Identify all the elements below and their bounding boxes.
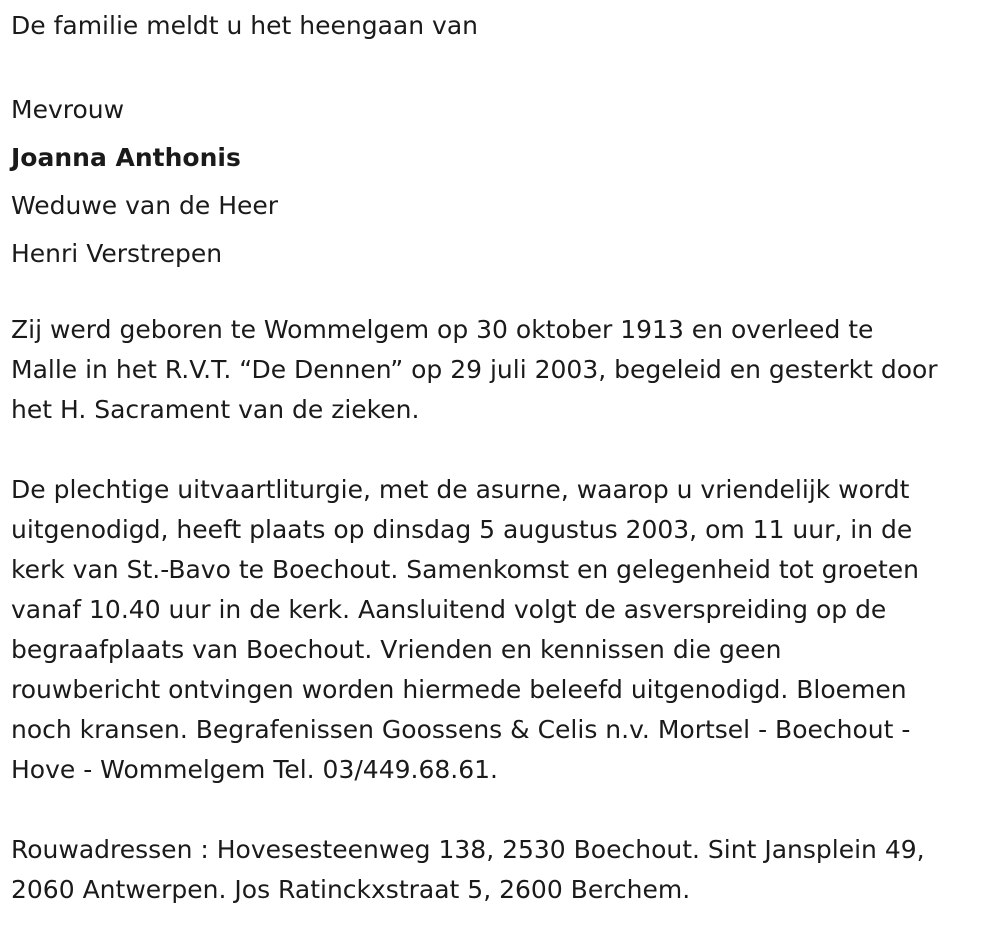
salutation: Mevrouw <box>11 95 125 124</box>
paragraph-line: vanaf 10.40 uur in de kerk. Aansluitend volgt de asverspreiding op de <box>11 595 887 624</box>
relation-line-2: Henri Verstrepen <box>11 239 223 268</box>
paragraph-line: 2060 Antwerpen. Jos Ratinckxstraat 5, 2600 Berchem. <box>11 875 691 904</box>
intro-text: De familie meldt u het heengaan van <box>11 11 478 40</box>
paragraph-line: De plechtige uitvaartliturgie, met de asurne, waarop u vriendelijk wordt <box>11 475 910 504</box>
paragraph-line: Rouwadressen : Hovesesteenweg 138, 2530 Boechout. Sint Jansplein 49, <box>11 835 925 864</box>
paragraph-line: Malle in het R.V.T. “De Dennen” op 29 juli 2003, begeleid en gesterkt door <box>11 355 938 384</box>
deceased-name: Joanna Anthonis <box>11 143 241 172</box>
paragraph-line: Hove - Wommelgem Tel. 03/449.68.61. <box>11 755 498 784</box>
birth-paragraph <box>11 310 938 430</box>
paragraph-line: kerk van St.-Bavo te Boechout. Samenkomst en gelegenheid tot groeten <box>11 555 919 584</box>
paragraph-line: begraafplaats van Boechout. Vrienden en kennissen die geen <box>11 635 782 664</box>
address-paragraph <box>11 830 925 910</box>
relation-line-1: Weduwe van de Heer <box>11 191 279 220</box>
deceased-block <box>11 86 278 278</box>
funeral-paragraph <box>11 470 919 790</box>
paragraph-line: Zij werd geboren te Wommelgem op 30 oktober 1913 en overleed te <box>11 315 874 344</box>
paragraph-line: rouwbericht ontvingen worden hiermede beleefd uitgenodigd. Bloemen <box>11 675 907 704</box>
paragraph-line: noch kransen. Begrafenissen Goossens & Celis n.v. Mortsel - Boechout - <box>11 715 911 744</box>
paragraph-line: het H. Sacrament van de zieken. <box>11 395 420 424</box>
paragraph-line: uitgenodigd, heeft plaats op dinsdag 5 augustus 2003, om 11 uur, in de <box>11 515 913 544</box>
